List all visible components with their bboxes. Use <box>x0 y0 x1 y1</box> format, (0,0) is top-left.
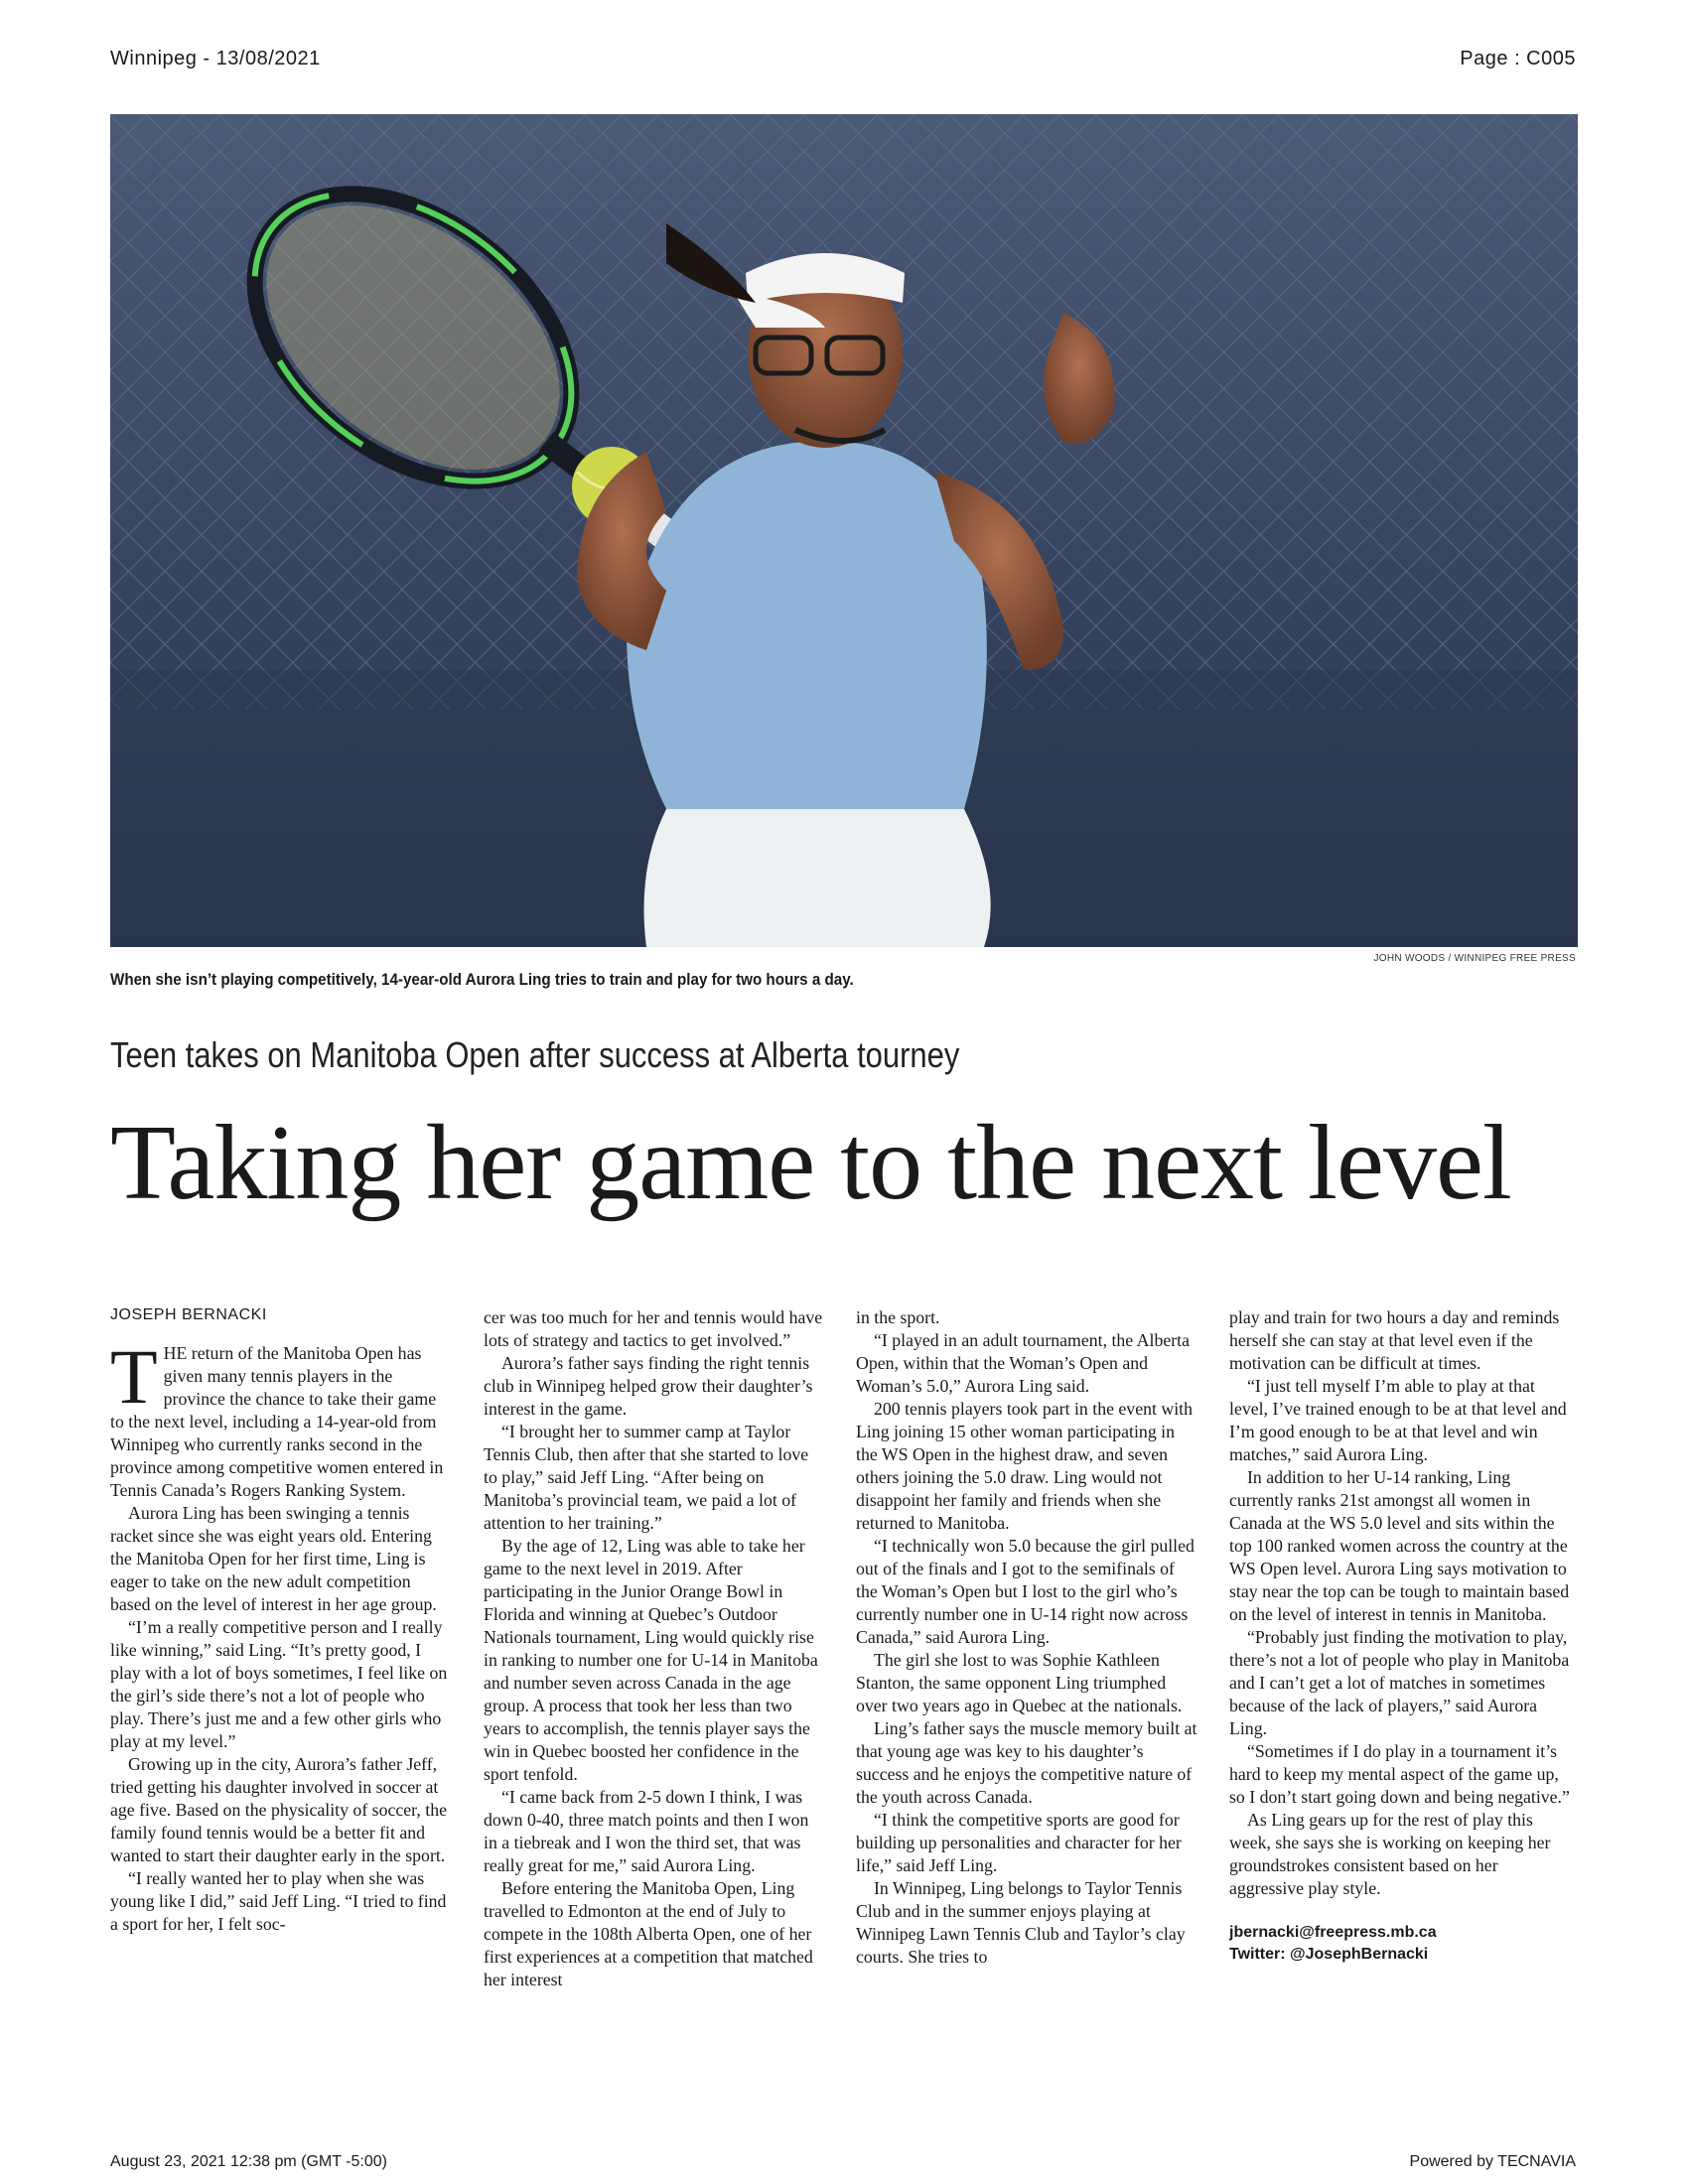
paragraph: in the sport. <box>856 1307 940 1327</box>
paragraph: “Probably just finding the motivation to play, there’s not a lot of people who play in Manitoba and I can’t get a lot of matches in sometimes because of the lack of players,” said Aurora Ling. <box>1229 1627 1570 1738</box>
paragraph: By the age of 12, Ling was able to take her game to the next level in 2019. After participating in the Junior Orange Bowl in Florida and winning at Quebec’s Outdoor Nationals tournament, Ling would quickly rise in ranking to number one for U-14 in Manitoba and number seven across Canada in the age group. A process that took her less than two years to accomplish, the tennis player says the win in Quebec boosted her confidence in the sport tenfold. <box>484 1536 818 1784</box>
column-4 <box>1229 1306 1572 1966</box>
paragraph: “I technically won 5.0 because the girl pulled out of the finals and I got to the semifinals of the Woman’s Open but I lost to the girl who’s currently number one in U-14 right now across Canada,” said Aurora Ling. <box>856 1536 1195 1647</box>
drop-cap: T <box>110 1333 158 1420</box>
byline: JOSEPH BERNACKI <box>110 1306 267 1323</box>
paragraph: Aurora Ling has been swinging a tennis racket since she was eight years old. Entering the Manitoba Open for her first time, Ling is eager to take on the new adult competition based on the level of interest in her age group. <box>110 1503 437 1614</box>
paragraph: HE return of the Manitoba Open has given many tennis players in the province the chance to take their game to the next level, including a 14-year-old from Winnipeg who currently ranks second in the province among competitive women entered in Tennis Canada’s Rogers Ranking System. <box>110 1343 444 1500</box>
paragraph: “I think the competitive sports are good for building up personalities and character for her life,” said Jeff Ling. <box>856 1810 1182 1875</box>
paragraph: In Winnipeg, Ling belongs to Taylor Tennis Club and in the summer enjoys playing at Winnipeg Lawn Tennis Club and Taylor’s clay courts. She tries to <box>856 1878 1186 1967</box>
paragraph: “I really wanted her to play when she was young like I did,” said Jeff Ling. “I tried to find a sport for her, I felt soc- <box>110 1868 447 1934</box>
photo-caption: When she isn’t playing competitively, 14-year-old Aurora Ling tries to train and play for two hours a day. <box>110 971 854 989</box>
edition-date: Winnipeg - 13/08/2021 <box>110 48 321 69</box>
article-photo <box>110 114 1578 947</box>
paragraph: 200 tennis players took part in the event with Ling joining 15 other woman participating in the WS Open in the highest draw, and seven others joining the 5.0 draw. Ling would not disappoint her family and friends when she returned to Manitoba. <box>856 1399 1193 1533</box>
paragraph: “I’m a really competitive person and I really like winning,” said Ling. “It’s pretty good, I play with a lot of boys sometimes, I feel like on the girl’s side there’s not a lot of people who play. There’s just me and a few other girls who play at my level.” <box>110 1617 448 1751</box>
paragraph: cer was too much for her and tennis would have lots of strategy and tactics to get involved.” <box>484 1307 823 1350</box>
author-email[interactable]: jbernacki@freepress.mb.ca <box>1229 1924 1437 1941</box>
paragraph: In addition to her U-14 ranking, Ling currently ranks 21st amongst all women in Canada at the WS 5.0 level and sits within the top 100 ranked women across the country at the WS Open level. Aurora Ling says motivation to stay near the top can be tough to maintain based on the level of interest in tennis in Manitoba. <box>1229 1467 1570 1624</box>
paragraph: “I brought her to summer camp at Taylor Tennis Club, then after that she started to love to play,” said Jeff Ling. “After being on Manitoba’s provincial team, we paid a lot of attention to her training.” <box>484 1422 809 1533</box>
article-headline: Taking her game to the next level <box>110 1104 1511 1222</box>
page-number: Page : C005 <box>1460 48 1576 69</box>
paragraph: play and train for two hours a day and reminds herself she can stay at that level even if the motivation can be difficult at times. <box>1229 1307 1560 1373</box>
powered-by: Powered by TECNAVIA <box>1409 2153 1576 2170</box>
paragraph: Growing up in the city, Aurora’s father Jeff, tried getting his daughter involved in soccer at age five. Based on the physicality of soccer, the family found tennis would be a better fit and wanted to start their daughter early in the sport. <box>110 1754 447 1865</box>
paragraph: Ling’s father says the muscle memory built at that young age was key to his daughter’s success and he enjoys the competitive nature of the youth across Canada. <box>856 1718 1197 1807</box>
print-timestamp: August 23, 2021 12:38 pm (GMT -5:00) <box>110 2153 387 2170</box>
column-1 <box>110 1306 453 1936</box>
article-kicker: Teen takes on Manitoba Open after success at Alberta tourney <box>110 1034 960 1075</box>
column-2 <box>484 1306 826 1991</box>
paragraph: The girl she lost to was Sophie Kathleen Stanton, the same opponent Ling triumphed over two years ago in Quebec at the nationals. <box>856 1650 1183 1715</box>
paragraph: “Sometimes if I do play in a tournament it’s hard to keep my mental aspect of the game up, so I don’t start going down and being negative.” <box>1229 1741 1570 1807</box>
paragraph: “I played in an adult tournament, the Alberta Open, within that the Woman’s Open and Woman’s 5.0,” Aurora Ling said. <box>856 1330 1190 1396</box>
paragraph: Aurora’s father says finding the right tennis club in Winnipeg helped grow their daughter’s interest in the game. <box>484 1353 813 1419</box>
author-twitter[interactable]: Twitter: @JosephBernacki <box>1229 1946 1429 1963</box>
photo-credit: JOHN WOODS / WINNIPEG FREE PRESS <box>1373 953 1576 964</box>
paragraph: As Ling gears up for the rest of play this week, she says she is working on keeping her groundstrokes consistent based on her aggressive play style. <box>1229 1810 1551 1898</box>
author-contact <box>1229 1922 1572 1966</box>
paragraph: “I came back from 2-5 down I think, I was down 0-40, three match points and then I won in a tiebreak and I won the third set, that was really great for me,” said Aurora Ling. <box>484 1787 809 1875</box>
column-3 <box>856 1306 1198 1969</box>
lead-paragraph <box>110 1333 453 1502</box>
paragraph: “I just tell myself I’m able to play at that level, I’ve trained enough to be at that level and I’m good enough to be at that level and win matches,” said Aurora Ling. <box>1229 1376 1567 1464</box>
paragraph: Before entering the Manitoba Open, Ling travelled to Edmonton at the end of July to compete in the 108th Alberta Open, one of her first experiences at a competition that matched her interest <box>484 1878 813 1989</box>
